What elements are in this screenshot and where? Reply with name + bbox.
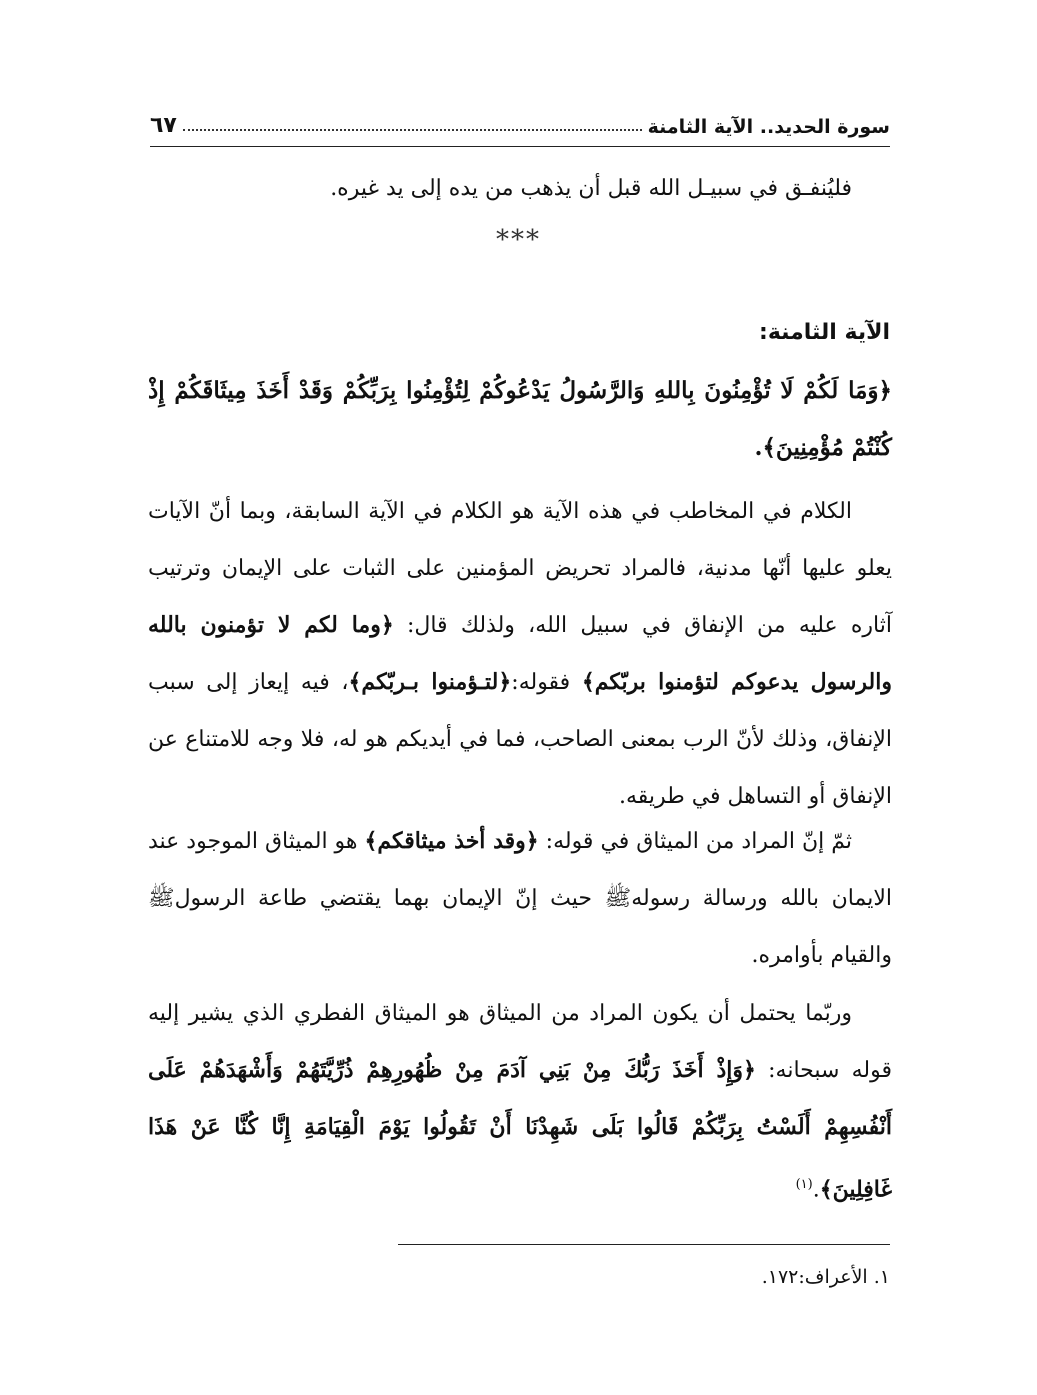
running-header bbox=[150, 98, 890, 138]
p1-text-a: الكلام في المخاطب في هذه الآية هو الكلام في الآية السابقة، وبما أنّ الآيات يعلو عليها أنّها مدنية، فالمراد تحريض المؤمنين على الثبات على الإيمان وترتيب آثاره عليه من الإنفاق في سبيل الله، ولذلك قال: bbox=[148, 499, 892, 638]
paragraph-1 bbox=[148, 483, 892, 825]
footnote-ref: (١) bbox=[795, 1177, 813, 1192]
page-number: ٦٧ bbox=[150, 113, 177, 138]
header-dot-leader bbox=[183, 129, 642, 131]
p1-text-b: فقوله: bbox=[511, 670, 582, 695]
section-separator: *** bbox=[496, 225, 541, 255]
p1-quote-a: ﴿وما لكم لا تؤمنون بالله والرسول يدعوكم لتؤمنوا بربّكم﴾ bbox=[148, 612, 892, 695]
intro-line: فليُنفـق في سبيـل الله قبل أن يذهب من يده إلى يد غيره. bbox=[330, 176, 852, 201]
p3-text-b: . bbox=[812, 1177, 820, 1203]
p1-quote-b: ﴿لتـؤمنوا بـربّكم﴾ bbox=[348, 669, 512, 695]
p1-text-c: ، فيه إيعاز إلى سبب الإنفاق، وذلك لأنّ الرب بمعنى الصاحب، فما في أيديكم هو له، فلا وجه للامتناع عن الإنفاق أو التساهل في طريقه. bbox=[148, 670, 892, 809]
section-title: الآية الثامنة: bbox=[759, 320, 890, 345]
p2-quote-a: ﴿وقد أخذ ميثاقكم﴾ bbox=[364, 828, 539, 854]
intro-paragraph bbox=[148, 160, 892, 217]
p2-text-b: هو الميثاق الموجود عند الايمان بالله ورسالة رسولهﷺ حيث إنّ الإيمان بهما يقتضي طاعة الرسولﷺ والقيام بأوامره. bbox=[148, 829, 892, 968]
p3-quote-a: ﴿وَإِذْ أَخَذَ رَبُّكَ مِنْ بَنِي آدَمَ مِنْ ظُهُورِهِمْ ذُرِّيَّتَهُمْ وَأَشْهَدَهُمْ عَلَى أَنْفُسِهِمْ أَلَسْتُ بِرَبِّكُمْ قَالُوا بَلَى شَهِدْنَا أَنْ تَقُولُوا يَوْمَ الْقِيَامَةِ إِنَّا كُنَّا عَنْ هَذَا غَافِلِينَ﴾ bbox=[148, 1057, 892, 1203]
p3-text-a: وربّما يحتمل أن يكون المراد من الميثاق هو الميثاق الفطري الذي يشير إليه قوله سبحانه: bbox=[148, 1001, 892, 1083]
header-title: سورة الحديد.. الآية الثامنة bbox=[647, 116, 890, 138]
paragraph-2 bbox=[148, 813, 892, 984]
footnote: ١. الأعراف:١٧٢. bbox=[761, 1266, 890, 1288]
p2-text-a: ثمّ إنّ المراد من الميثاق في قوله: bbox=[538, 829, 853, 854]
footnote-rule bbox=[398, 1244, 890, 1245]
header-rule bbox=[150, 146, 890, 147]
quran-verse: ﴿وَمَا لَكُمْ لَا تُؤْمِنُونَ بِاللهِ وَالرَّسُولُ يَدْعُوكُمْ لِتُؤْمِنُوا بِرَبِّكُمْ وَقَدْ أَخَذَ مِيثَاقَكُمْ إِذْ كُنْتُمْ مُؤْمِنِينَ﴾. bbox=[148, 377, 892, 461]
paragraph-3 bbox=[148, 985, 892, 1218]
